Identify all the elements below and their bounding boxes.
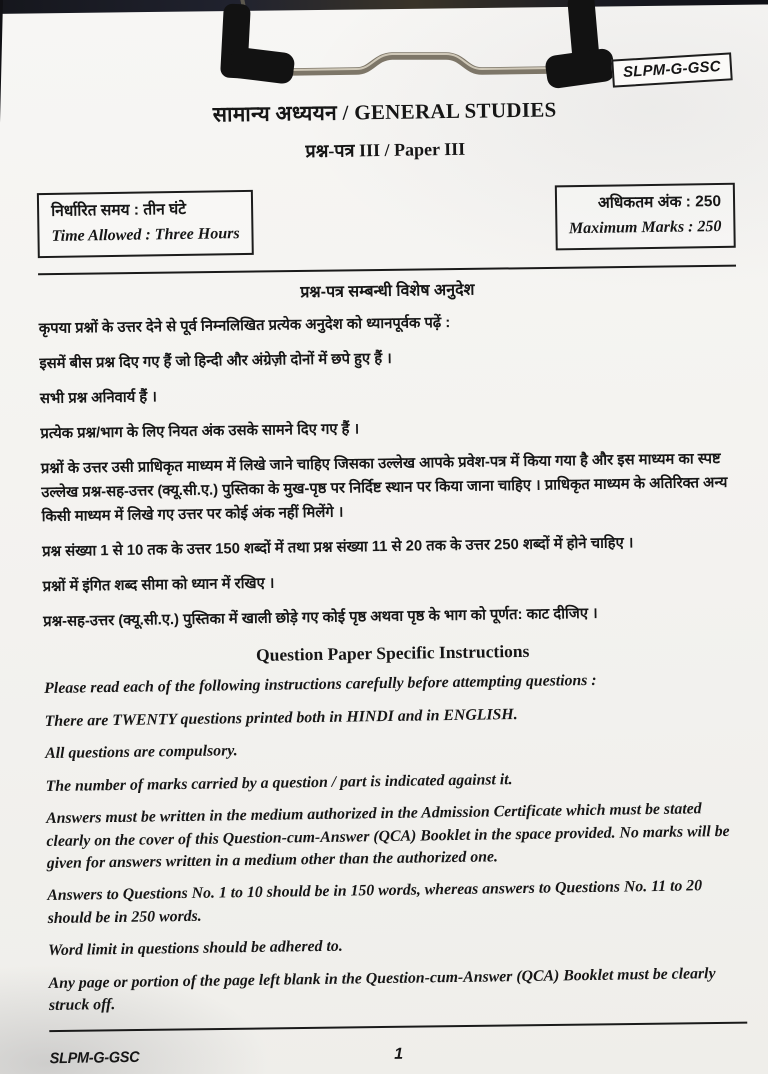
english-instruction-line: Any page or portion of the page left blank in the Question-cum-Answer (QCA) Booklet must be clearly struck off. [48,964,716,1015]
exam-info-row [37,183,736,258]
english-instruction-line: Word limit in questions should be adhered to. [47,937,343,960]
hindi-instruction-line: इसमें बीस प्रश्न दिए गए हैं जो हिन्दी और अंग्रेज़ी दोनों में छपे हुए हैं । [39,350,392,372]
english-instruction-line: Answers must be written in the medium authorized in the Admission Certificate which must be stated clearly on the cover of this Question-cum-Answer (QCA) Booklet in the space provided. No marks will be given for answers written in a medium other than the authorized one. [46,800,730,873]
time-allowed-hindi: निर्धारित समय : तीन घंटे [51,200,187,220]
hindi-instructions-heading: प्रश्न-पत्र सम्बन्धी विशेष अनुदेश [300,281,475,302]
section-divider-bottom [49,1021,747,1032]
hindi-instruction-line: कृपया प्रश्नों के उत्तर देने से पूर्व निम्नलिखित प्रत्येक अनुदेश को ध्यानपूर्वक पढ़ें : [38,314,451,337]
hindi-instruction-line: प्रत्येक प्रश्न/भाग के लिए नियत अंक उसके सामने दिए गए हैं । [40,421,360,442]
paper-series-badge: SLPM-G-GSC [611,52,732,87]
paper-number-line: प्रश्न-पत्र III / Paper III [305,138,466,162]
hindi-instruction-line: प्रश्न संख्या 1 से 10 तक के उत्तर 150 शब्दों में तथा प्रश्न संख्या 11 से 20 तक के उत्तर 250 शब्दों में होने चाहिए । [42,534,634,560]
english-instruction-line: The number of marks carried by a question / part is indicated against it. [45,770,513,795]
time-allowed-box [37,190,254,258]
hindi-instruction-line: सभी प्रश्न अनिवार्य हैं । [39,389,158,407]
maximum-marks-box [554,183,735,250]
english-instructions-heading: Question Paper Specific Instructions [255,641,530,666]
english-instruction-line: Please read each of the following instructions carefully before attempting questions : [44,672,597,698]
footer-series-code: SLPM-G-GSC [49,1048,140,1067]
maximum-marks-hindi: अधिकतम अंक : 250 [597,192,722,212]
english-instruction-line: There are TWENTY questions printed both in HINDI and in ENGLISH. [44,705,518,730]
english-instruction-line: All questions are compulsory. [45,742,238,763]
page-footer [50,1040,748,1074]
hindi-instruction-line: प्रश्नों के उत्तर उसी प्राधिकृत माध्यम में लिखे जाने चाहिए जिसका उल्लेख आपके प्रवेश-पत्र में किया गया है और इस माध्यम का स्पष्ट उल्लेख प्रश्न-सह-उत्तर (क्यू.सी.ए.) पुस्तिका के मुख-पृष्ठ पर निर्दिष्ट स्थान पर किया जाना चाहिए । प्राधिकृत माध्यम के अतिरिक्त अन्य किसी माध्यम में लिखे गए उत्तर पर कोई अंक नहीं मिलेंगे । [40,450,728,525]
hindi-instruction-line: प्रश्न-सह-उत्तर (क्यू.सी.ए.) पुस्तिका में खाली छोड़े गए कोई पृष्ठ अथवा पृष्ठ के भाग को पूर्णत: काट दीजिए । [43,605,598,630]
time-allowed-english: Time Allowed : Three Hours [51,224,240,245]
page-number: 1 [394,1045,404,1063]
section-divider-top [38,264,736,275]
hindi-instruction-line: प्रश्नों में इंगित शब्द सीमा को ध्यान में रखिए । [42,575,275,595]
page-title: सामान्य अध्ययन / GENERAL STUDIES [212,97,557,127]
maximum-marks-english: Maximum Marks : 250 [568,217,722,238]
english-instruction-line: Answers to Questions No. 1 to 10 should be in 150 words, whereas answers to Questions No. 11 to 20 should be in 250 words. [47,877,703,927]
